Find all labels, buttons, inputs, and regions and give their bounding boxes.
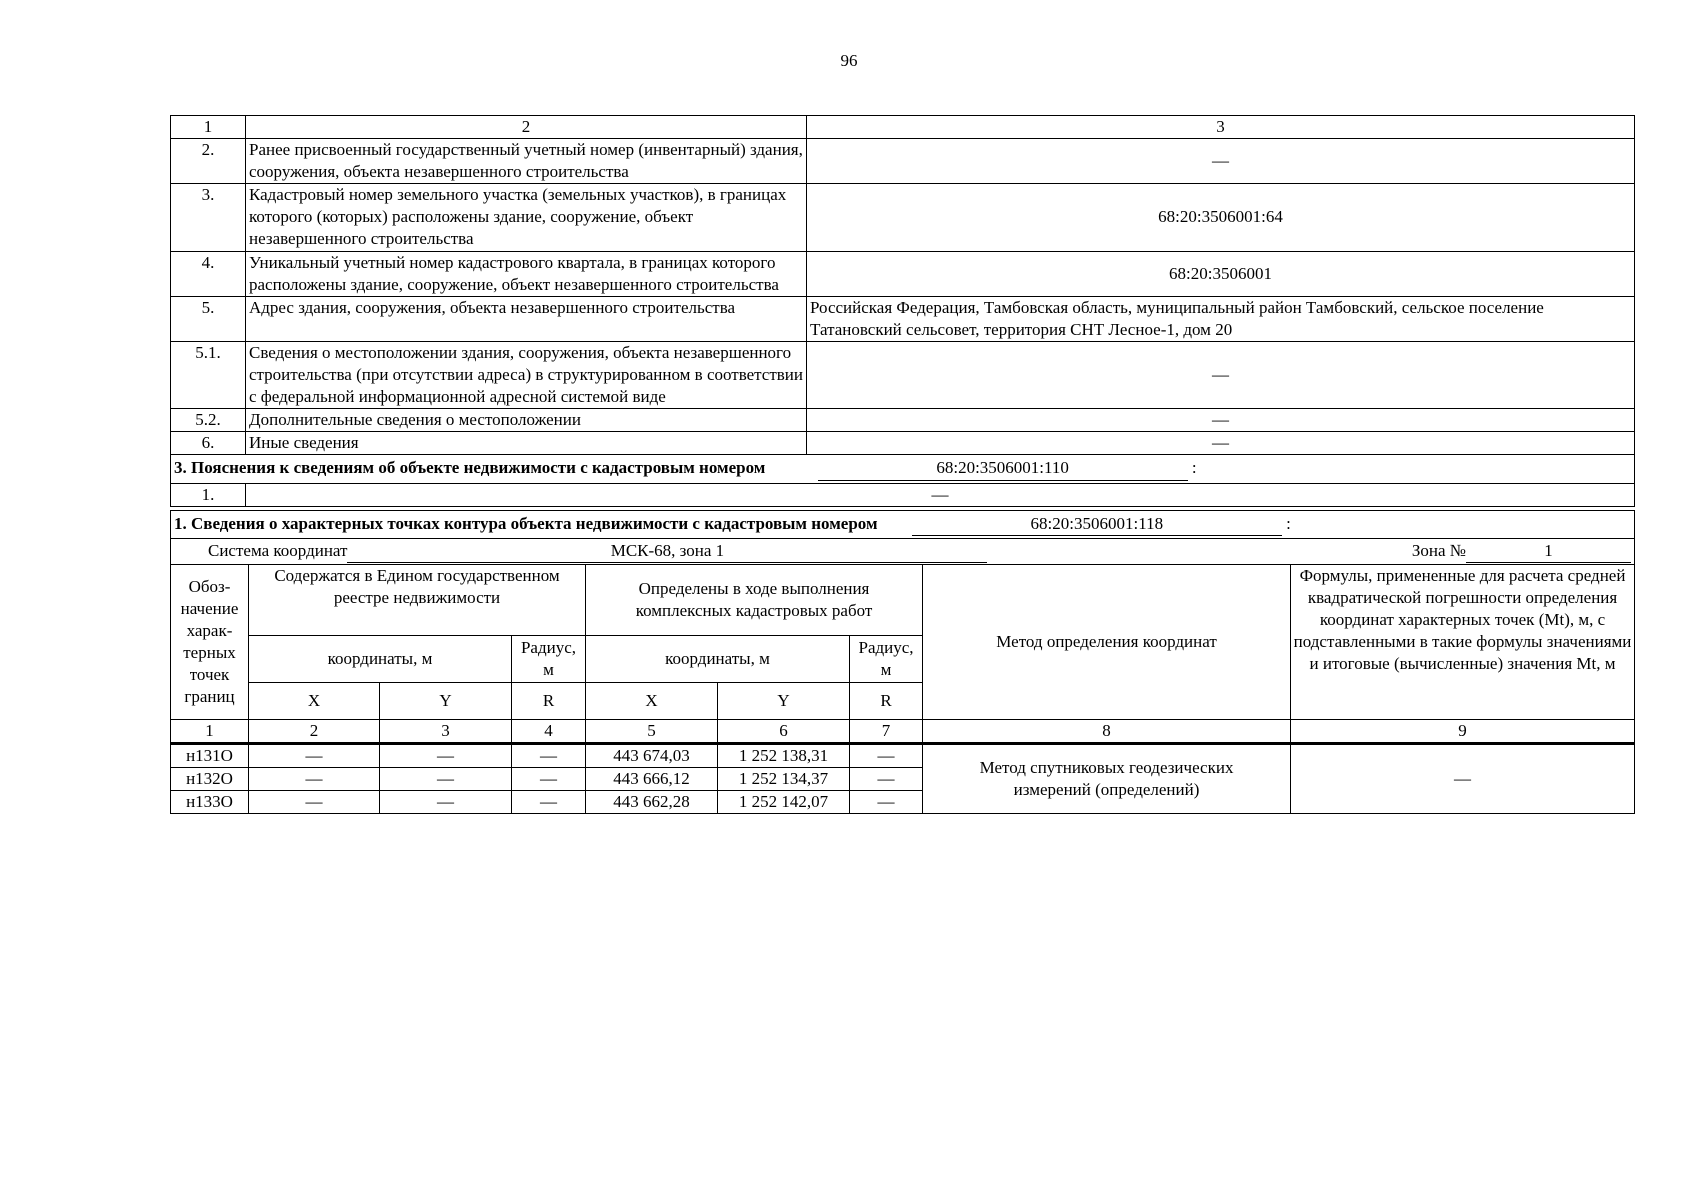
- x-header: X: [586, 682, 718, 719]
- section3-title-row: [171, 455, 1635, 483]
- zone-label: Зона №: [1411, 540, 1466, 560]
- formulas-header: Формулы, примененные для расчета средней квадратической погрешности определения координат характерных точек (Mt), м, с подставленными в такие формулы значениями и итоговые (вычисленные) значения Mt, м: [1291, 564, 1635, 719]
- row-number: 6.: [171, 432, 246, 455]
- table-row: [171, 184, 1635, 251]
- column-number: 2: [249, 719, 380, 743]
- row-value: —: [807, 409, 1635, 432]
- table-row: [171, 432, 1635, 455]
- table-row: [171, 409, 1635, 432]
- row-number: 5.1.: [171, 341, 246, 408]
- section3-cadastral-number: 68:20:3506001:110: [818, 457, 1188, 480]
- section3-colon: :: [1191, 458, 1197, 478]
- point-r-egrn: —: [512, 767, 586, 790]
- section3-row: [171, 483, 1635, 506]
- formula-value: —: [1291, 743, 1635, 813]
- point-y-egrn: —: [380, 743, 512, 767]
- point-y: 1 252 134,37: [718, 767, 850, 790]
- table-row: [171, 341, 1635, 408]
- kkr-header: Определены в ходе выполнения комплексных кадастровых работ: [586, 564, 923, 635]
- column-number: 1: [171, 719, 249, 743]
- section1-title: 1. Сведения о характерных точках контура объекта недвижимости с кадастровым номером: [174, 513, 878, 533]
- row-number: 3.: [171, 184, 246, 251]
- coords-header: координаты, м: [249, 635, 512, 682]
- r-header: R: [850, 682, 923, 719]
- row-number: 2.: [171, 139, 246, 184]
- point-r-egrn: —: [512, 743, 586, 767]
- point-x: 443 666,12: [586, 767, 718, 790]
- row-label: Кадастровый номер земельного участка (земельных участков), в границах которого (которых) расположены здание, сооружение, объект незавершенного строительства: [246, 184, 807, 251]
- method-header: Метод определения координат: [923, 564, 1291, 719]
- point-x: 443 662,28: [586, 791, 718, 814]
- y-header: Y: [718, 682, 850, 719]
- table-row: [171, 743, 1635, 767]
- column-numbers-row: [171, 719, 1635, 743]
- row-label: Сведения о местоположении здания, сооружения, объекта незавершенного строительства (при отсутствии адреса) в структурированном в соответствии с федеральной информационной адресной системой виде: [246, 341, 807, 408]
- header-cell: 2: [246, 116, 807, 139]
- section1-title-row: [171, 510, 1635, 538]
- row-number: 1.: [171, 483, 246, 506]
- row-label: Дополнительные сведения о местоположении: [246, 409, 807, 432]
- point-r: —: [850, 767, 923, 790]
- column-number: 8: [923, 719, 1291, 743]
- method-value: Метод спутниковых геодезических измерений (определений): [923, 743, 1291, 813]
- header-cell: 1: [171, 116, 246, 139]
- radius-header: Радиус, м: [512, 635, 586, 682]
- table-header-row: [171, 116, 1635, 139]
- row-value: —: [807, 341, 1635, 408]
- column-number: 4: [512, 719, 586, 743]
- row-label: Адрес здания, сооружения, объекта незавершенного строительства: [246, 296, 807, 341]
- document-sheet: [170, 115, 1635, 814]
- table-row: [171, 251, 1635, 296]
- row-number: 5.: [171, 296, 246, 341]
- header-cell: 3: [807, 116, 1635, 139]
- coords-header: координаты, м: [586, 635, 850, 682]
- points-header-row: [171, 564, 1635, 635]
- object-info-table: [170, 115, 1635, 565]
- point-id: н133О: [171, 791, 249, 814]
- row-value: —: [807, 432, 1635, 455]
- radius-header: Радиус, м: [850, 635, 923, 682]
- point-y: 1 252 142,07: [718, 791, 850, 814]
- coord-system-label: Система координат: [208, 540, 348, 560]
- point-id: н131О: [171, 743, 249, 767]
- column-number: 9: [1291, 719, 1635, 743]
- coord-system-value: МСК-68, зона 1: [347, 540, 987, 563]
- designation-header: Обоз-начение харак-терных точек границ: [171, 564, 249, 719]
- point-r: —: [850, 743, 923, 767]
- point-y-egrn: —: [380, 767, 512, 790]
- row-label: Ранее присвоенный государственный учетный номер (инвентарный) здания, сооружения, объекта незавершенного строительства: [246, 139, 807, 184]
- row-value: —: [807, 139, 1635, 184]
- zone-value: 1: [1466, 540, 1631, 563]
- x-header: X: [249, 682, 380, 719]
- point-r-egrn: —: [512, 791, 586, 814]
- egrn-header: Содержатся в Едином государственном реестре недвижимости: [249, 564, 586, 635]
- section1-colon: :: [1286, 513, 1291, 533]
- table-row: [171, 139, 1635, 184]
- row-value: 68:20:3506001: [807, 251, 1635, 296]
- row-value: Российская Федерация, Тамбовская область, муниципальный район Тамбовский, сельское поселение Татановский сельсовет, территория СНТ Лесное-1, дом 20: [807, 296, 1635, 341]
- row-number: 4.: [171, 251, 246, 296]
- points-table: [170, 564, 1635, 814]
- table-row: [171, 296, 1635, 341]
- column-number: 7: [850, 719, 923, 743]
- section3-title: 3. Пояснения к сведениям об объекте недвижимости с кадастровым номером: [174, 458, 766, 478]
- point-id: н132О: [171, 767, 249, 790]
- y-header: Y: [380, 682, 512, 719]
- row-label: Иные сведения: [246, 432, 807, 455]
- row-number: 5.2.: [171, 409, 246, 432]
- column-number: 5: [586, 719, 718, 743]
- r-header: R: [512, 682, 586, 719]
- column-number: 6: [718, 719, 850, 743]
- row-label: Уникальный учетный номер кадастрового квартала, в границах которого расположены здание, сооружение, объект незавершенного строительства: [246, 251, 807, 296]
- column-number: 3: [380, 719, 512, 743]
- point-x-egrn: —: [249, 743, 380, 767]
- page-number: 96: [840, 51, 858, 70]
- coord-system-row: [171, 538, 1635, 564]
- row-value: —: [246, 483, 1635, 506]
- point-x: 443 674,03: [586, 743, 718, 767]
- section1-cadastral-number: 68:20:3506001:118: [912, 513, 1282, 536]
- point-y-egrn: —: [380, 791, 512, 814]
- point-y: 1 252 138,31: [718, 743, 850, 767]
- row-value: 68:20:3506001:64: [807, 184, 1635, 251]
- point-x-egrn: —: [249, 767, 380, 790]
- point-x-egrn: —: [249, 791, 380, 814]
- point-r: —: [850, 791, 923, 814]
